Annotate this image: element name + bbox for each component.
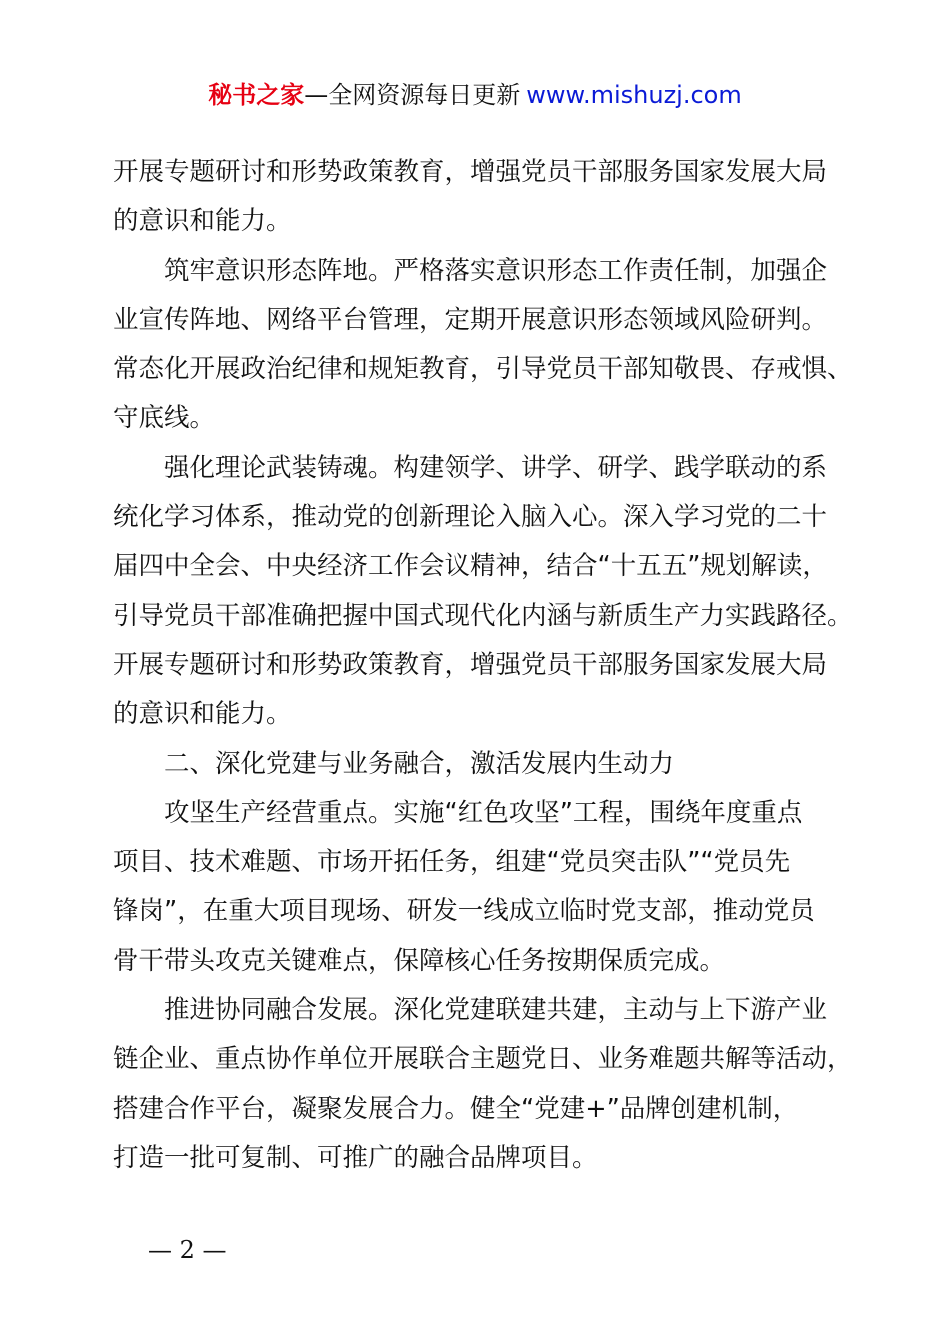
site-url-link[interactable]: www.mishuzj.com (526, 81, 742, 109)
body-line: 引导党员干部准确把握中国式现代化内涵与新质生产力实践路径。 (113, 600, 853, 631)
body-line: 届四中全会、中央经济工作会议精神，结合“十五五”规划解读， (113, 551, 828, 582)
body-line: 业宣传阵地、网络平台管理，定期开展意识形态领域风险研判。 (113, 304, 828, 335)
body-line: 推进协同融合发展。深化党建联建共建，主动与上下游产业 (113, 995, 828, 1026)
body-line: 的意识和能力。 (113, 206, 292, 237)
section-heading: 二、深化党建与业务融合，激活发展内生动力 (113, 748, 675, 779)
body-line: 锋岗”，在重大项目现场、研发一线成立临时党支部，推动党员 (113, 896, 815, 927)
document-body (113, 148, 853, 1183)
brand-name: 秘书之家 (208, 81, 305, 109)
body-line: 攻坚生产经营重点。实施“红色攻坚”工程，围绕年度重点 (113, 797, 803, 828)
page-number: — 2 — (148, 1236, 227, 1264)
body-line: 搭建合作平台，凝聚发展合力。健全“党建+”品牌创建机制， (113, 1093, 799, 1124)
body-line: 项目、技术难题、市场开拓任务，组建“党员突击队”“党员先 (113, 847, 791, 878)
body-line: 链企业、重点协作单位开展联合主题党日、业务难题共解等活动， (113, 1044, 853, 1075)
site-header (0, 78, 950, 112)
body-line: 骨干带头攻克关键难点，保障核心任务按期保质完成。 (113, 945, 726, 976)
body-line: 打造一批可复制、可推广的融合品牌项目。 (113, 1142, 598, 1173)
body-line: 筑牢意识形态阵地。严格落实意识形态工作责任制，加强企 (113, 255, 828, 286)
body-line: 统化学习体系，推动党的创新理论入脑入心。深入学习党的二十 (113, 502, 828, 533)
body-line: 开展专题研讨和形势政策教育，增强党员干部服务国家发展大局 (113, 157, 828, 187)
body-line: 的意识和能力。 (113, 699, 292, 730)
body-line: 强化理论武装铸魂。构建领学、讲学、研学、践学联动的系 (113, 452, 828, 483)
body-line: 开展专题研讨和形势政策教育，增强党员干部服务国家发展大局 (113, 649, 828, 680)
body-line: 守底线。 (113, 403, 216, 434)
body-line: 常态化开展政治纪律和规矩教育，引导党员干部知敬畏、存戒惧、 (113, 354, 853, 385)
header-tagline: —全网资源每日更新 (304, 81, 521, 109)
